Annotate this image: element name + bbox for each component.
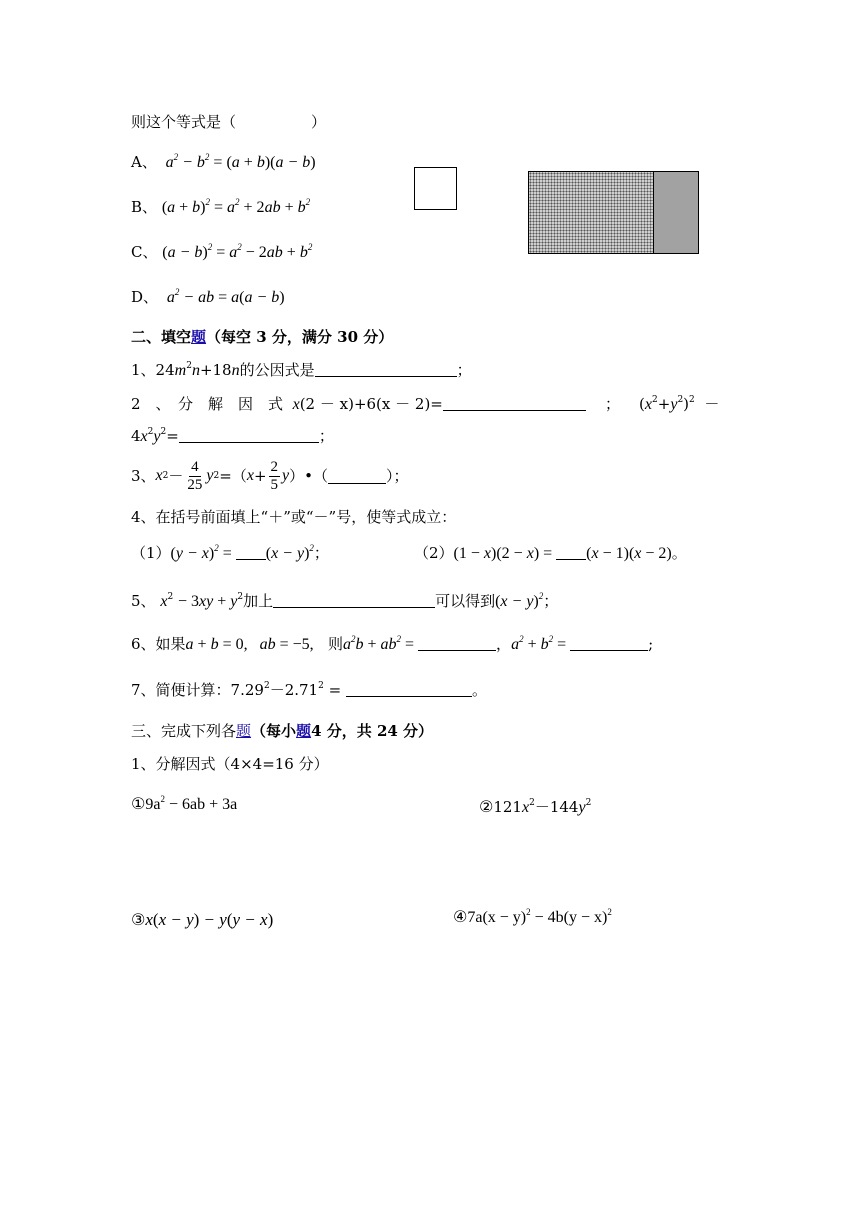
shaded-rectangle-left [528, 171, 654, 254]
option-a-formula: $a^2 - b^2 = (a + b)(a - b)$ [161, 152, 316, 171]
question-6: 6、如果a + b = 0, ab = −5, 则$a^2b + ab^2$ = ，$a^2 + b^2$ = ; [131, 634, 654, 653]
q5-number: 5、 [131, 592, 156, 610]
question-3: 3、 x 2 － $\frac{4}{25}$ y 2 =（ x + $\frac{2}{5}$ y ） •（ ）； [131, 458, 409, 493]
section-2-heading-suffix: （每空 3 分，满分 30 分） [206, 328, 394, 346]
section-2-heading [131, 327, 393, 347]
shaded-rectangle-right [653, 171, 699, 254]
q1-text: 的公因式是 [239, 361, 315, 379]
q1-answer-blank[interactable] [315, 362, 457, 377]
option-b-label: B、 [131, 198, 158, 216]
option-a-label: A、 [131, 153, 157, 171]
question-4-part-2: （2）(1 − x)(2 − x) = (x − 1)(x − 2)。 [414, 544, 687, 562]
option-a [131, 152, 316, 173]
q5-answer-blank[interactable] [273, 593, 435, 608]
question-4-part-1: $(1)(y - x)^2 = (x - y)^2$； [131, 543, 329, 562]
section-3-link-2[interactable]: 题 [296, 722, 312, 740]
question-2-line-2: $4x^2y^2=$ ； [131, 427, 334, 445]
option-d-formula: $a^2$ − ab = a(a − b) [162, 287, 285, 306]
item-3-marker: ③ [131, 910, 146, 929]
q4-sub2-label: （2） [414, 544, 454, 562]
item-3: ③x(x − y) − y(y − x) [131, 910, 274, 929]
q4-semicolon: ； [313, 544, 329, 562]
q4-answer-blank-2[interactable] [556, 545, 586, 560]
section-3-link-1[interactable]: 题 [236, 722, 252, 740]
question-7: 7、简便计算：$7.29^2-2.71^2$ = 。 [131, 681, 487, 699]
q1-end: ； [456, 361, 472, 379]
section-3-mid: （每小 [251, 722, 297, 740]
q4-sub1-label: （1） [131, 544, 171, 562]
q6-answer-blank-1[interactable] [418, 636, 496, 651]
question-5: 5、 $x^2 - 3xy + y^2$加上 可以得到$(x - y)^2$； [131, 591, 559, 610]
option-c-formula: $(a - b)^2 = a^2 - 2ab + b^2$ [162, 242, 313, 261]
q3-number: 3、 [131, 467, 156, 485]
q3-end: ）； [386, 467, 409, 485]
item-2-marker: ② [479, 797, 494, 816]
question-stem: 则这个等式是（ ） [131, 113, 327, 131]
option-c-label: C、 [131, 243, 158, 261]
q6-prefix: 6、如果 [131, 635, 186, 653]
option-b [131, 197, 310, 218]
option-b-formula: $(a + b)^2 = a^2 + 2ab + b^2$ [161, 197, 311, 216]
question-1: 1、$24m^2n+18n$的公因式是 ； [131, 361, 472, 379]
part-1-title: 1、分解因式（4×4=16 分） [131, 755, 329, 773]
q2-semicolon: ； [604, 395, 620, 413]
q3-bullet: •（ [304, 467, 328, 485]
q3-fraction-1: $\frac{4}{25}$ [187, 458, 203, 493]
square-figure [414, 167, 457, 210]
q6-comma: ， [496, 635, 512, 653]
section-3-prefix: 三、完成下列各 [131, 722, 237, 740]
q3-answer-blank[interactable] [328, 469, 386, 484]
section-2-link[interactable]: 题 [191, 328, 207, 346]
q2-text: 2 、 分 解 因 式 [131, 395, 284, 413]
q6-mid: 则 [327, 635, 343, 653]
q6-semicolon: ; [648, 635, 654, 653]
q7-prefix: 7、简便计算： [131, 681, 231, 699]
q7-answer-blank[interactable] [346, 682, 472, 697]
option-d-label: D、 [131, 288, 159, 306]
item-4-marker: ④ [453, 907, 468, 926]
q2-answer-blank-2[interactable] [179, 428, 319, 443]
question-4: 4、在括号前面填上“＋”或“－”号，使等式成立： [131, 508, 457, 526]
section-3-heading [131, 721, 433, 741]
q1-number: 1、 [131, 361, 156, 379]
section-3-suffix: 4 分，共 24 分） [311, 722, 434, 740]
q6-answer-blank-2[interactable] [570, 636, 648, 651]
q2-end: ； [318, 427, 334, 445]
item-1: $①9a^2 - 6ab + 3a$ [131, 794, 238, 813]
item-4: ④7a(x − $y)^2 - 4b(y - x)^2$ [453, 907, 612, 926]
q4-period: 。 [671, 544, 687, 562]
q2-minus: － [704, 395, 720, 413]
section-2-heading-prefix: 二、填空 [131, 328, 192, 346]
q5-end: 可以得到 [435, 592, 496, 610]
q4-answer-blank-1[interactable] [236, 545, 266, 560]
q2-expression: (2 － x)+6(x － 2)= [299, 395, 443, 413]
item-1-marker: ① [131, 794, 146, 813]
option-c [131, 242, 312, 263]
q3-fraction-2: $\frac{2}{5}$ [270, 458, 279, 493]
item-2: $②121x^2-144y^2$ [479, 797, 592, 816]
q7-end: 。 [471, 681, 487, 699]
q2-answer-blank-1[interactable] [443, 396, 586, 411]
question-2-line-1: 2 、 分 解 因 式 x(2 － x)+6(x － 2)= ； $(x^2+y^2)^2$ － [131, 395, 720, 413]
q5-mid: 加上 [243, 592, 274, 610]
option-d [131, 287, 285, 308]
q5-semicolon: ； [543, 592, 559, 610]
